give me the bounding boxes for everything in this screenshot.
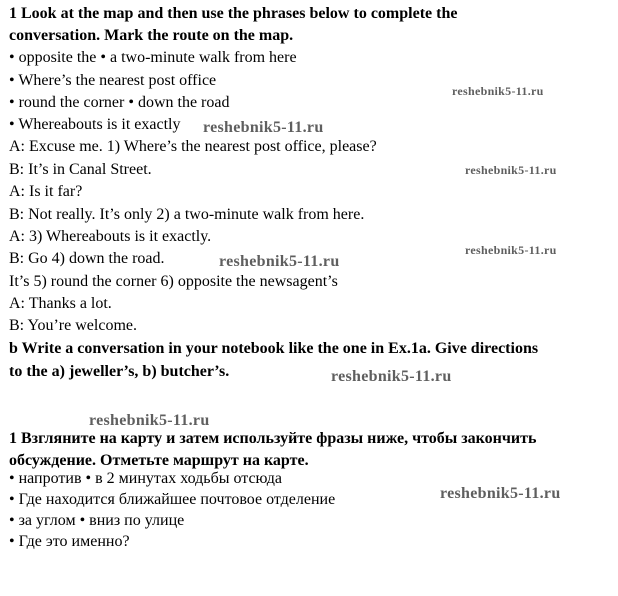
watermark: reshebnik5-11.ru [89,412,210,429]
watermark: reshebnik5-11.ru [452,84,544,98]
dialogue-line: A: Thanks a lot. [9,295,112,312]
exercise-b-line-2: to the a) jeweller’s, b) butcher’s. [9,363,230,380]
dialogue-line: B: It’s in Canal Street. [9,161,152,178]
watermark: reshebnik5-11.ru [219,253,340,270]
phrase-item: • round the corner • down the road [9,94,230,111]
translation-phrase-item: • Где находится ближайшее почтовое отделение [9,491,336,508]
translation-phrase-item: • Где это именно? [9,533,130,550]
translation-heading-line-2: обсуждение. Отметьте маршрут на карте. [9,452,309,469]
dialogue-line: A: 3) Whereabouts is it exactly. [9,228,212,245]
exercise-b-line-1: b Write a conversation in your notebook like the one in Ex.1a. Give directions [9,340,539,357]
watermark: reshebnik5-11.ru [465,163,557,177]
dialogue-line: A: Is it far? [9,183,83,200]
dialogue-line: B: Not really. It’s only 2) a two-minute walk from here. [9,206,365,223]
exercise-1-heading-line-1: 1 Look at the map and then use the phrases below to complete the [9,5,458,22]
dialogue-line: A: Excuse me. 1) Where’s the nearest post office, please? [9,138,377,155]
phrase-item: • Where’s the nearest post office [9,72,217,89]
translation-phrase-item: • напротив • в 2 минутах ходьбы отсюда [9,470,282,487]
phrase-item: • Whereabouts is it exactly [9,116,181,133]
exercise-1-heading-line-2: conversation. Mark the route on the map. [9,27,294,44]
dialogue-line: B: Go 4) down the road. [9,250,165,267]
dialogue-line: It’s 5) round the corner 6) opposite the newsagent’s [9,273,338,290]
translation-heading-line-1: 1 Взгляните на карту и затем используйте фразы ниже, чтобы закончить [9,430,537,447]
watermark: reshebnik5-11.ru [203,119,324,136]
watermark: reshebnik5-11.ru [331,368,452,385]
translation-phrase-item: • за углом • вниз по улице [9,512,185,529]
watermark: reshebnik5-11.ru [465,243,557,257]
dialogue-line: B: You’re welcome. [9,317,137,334]
phrase-item: • opposite the • a two-minute walk from here [9,49,297,66]
watermark: reshebnik5-11.ru [440,485,561,502]
